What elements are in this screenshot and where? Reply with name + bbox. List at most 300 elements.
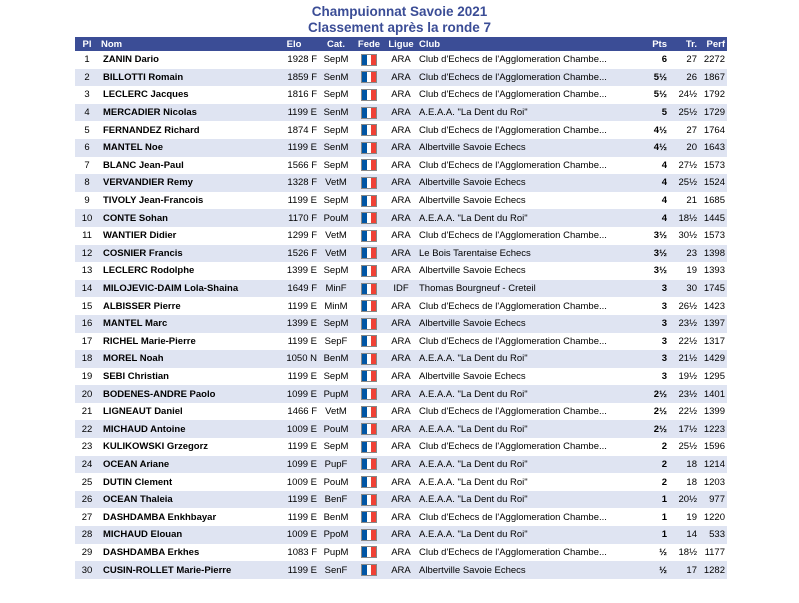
france-flag-icon — [361, 107, 377, 119]
player-name[interactable]: SEBI Christian — [99, 368, 269, 386]
club-cell: Albertville Savoie Echecs — [417, 262, 645, 280]
rank-cell[interactable]: 16 — [75, 315, 99, 333]
player-name[interactable]: DASHDAMBA Enkhbayar — [99, 508, 269, 526]
club-cell: Albertville Savoie Echecs — [417, 368, 645, 386]
federation-cell — [353, 420, 385, 438]
performance-cell: 1282 — [699, 561, 727, 579]
player-name[interactable]: CUSIN-ROLLET Marie-Pierre — [99, 561, 269, 579]
club-cell: Club d'Echecs de l'Agglomeration Chambe... — [417, 157, 645, 175]
rank-cell[interactable]: 10 — [75, 209, 99, 227]
player-name[interactable]: MANTEL Noe — [99, 139, 269, 157]
col-header-cat[interactable]: Cat. — [319, 37, 353, 51]
tiebreak-cell: 23 — [669, 245, 699, 263]
points-cell: ½ — [645, 561, 669, 579]
club-cell: Club d'Echecs de l'Agglomeration Chambe... — [417, 438, 645, 456]
player-name[interactable]: KULIKOWSKI Grzegorz — [99, 438, 269, 456]
federation-cell — [353, 438, 385, 456]
tiebreak-cell: 19 — [669, 508, 699, 526]
player-name[interactable]: ALBISSER Pierre — [99, 297, 269, 315]
col-header-elo[interactable]: Elo — [269, 37, 319, 51]
player-name[interactable]: MOREL Noah — [99, 350, 269, 368]
club-cell: A.E.A.A. "La Dent du Roi" — [417, 209, 645, 227]
league-cell: ARA — [385, 69, 417, 87]
rank-cell[interactable]: 5 — [75, 121, 99, 139]
club-cell: Albertville Savoie Echecs — [417, 192, 645, 210]
federation-cell — [353, 104, 385, 122]
points-cell: 3 — [645, 333, 669, 351]
rank-cell[interactable]: 24 — [75, 456, 99, 474]
page-title: Champuionnat Savoie 2021 — [311, 4, 488, 19]
rank-cell[interactable]: 9 — [75, 192, 99, 210]
federation-cell — [353, 368, 385, 386]
club-cell: Albertville Savoie Echecs — [417, 139, 645, 157]
france-flag-icon — [361, 71, 377, 83]
table-row[interactable] — [75, 262, 727, 280]
club-cell: A.E.A.A. "La Dent du Roi" — [417, 420, 645, 438]
tiebreak-cell: 18 — [669, 473, 699, 491]
player-name[interactable]: FERNANDEZ Richard — [99, 121, 269, 139]
table-row[interactable] — [75, 174, 727, 192]
table-row[interactable] — [75, 192, 727, 210]
performance-cell: 1596 — [699, 438, 727, 456]
points-cell: 6 — [645, 51, 669, 69]
rank-cell[interactable]: 18 — [75, 350, 99, 368]
club-cell: Albertville Savoie Echecs — [417, 561, 645, 579]
elo-cell: 1083 F — [269, 544, 319, 562]
performance-cell: 1764 — [699, 121, 727, 139]
points-cell: 2 — [645, 456, 669, 474]
france-flag-icon — [361, 89, 377, 101]
performance-cell: 1792 — [699, 86, 727, 104]
category-cell: SenF — [319, 561, 353, 579]
rank-cell[interactable]: 26 — [75, 491, 99, 509]
rank-cell[interactable]: 14 — [75, 280, 99, 298]
table-row[interactable] — [75, 245, 727, 263]
federation-cell — [353, 544, 385, 562]
rank-cell[interactable]: 8 — [75, 174, 99, 192]
rank-cell[interactable]: 17 — [75, 333, 99, 351]
tiebreak-cell: 25½ — [669, 438, 699, 456]
category-cell: SepM — [319, 315, 353, 333]
page-header — [0, 0, 799, 36]
federation-cell — [353, 209, 385, 227]
league-cell: ARA — [385, 438, 417, 456]
france-flag-icon — [361, 335, 377, 347]
player-name[interactable]: OCEAN Ariane — [99, 456, 269, 474]
table-row[interactable] — [75, 86, 727, 104]
tiebreak-cell: 27 — [669, 51, 699, 69]
tiebreak-cell: 14 — [669, 526, 699, 544]
club-cell: Club d'Echecs de l'Agglomeration Chambe... — [417, 403, 645, 421]
rank-cell[interactable]: 25 — [75, 473, 99, 491]
table-row[interactable] — [75, 456, 727, 474]
tiebreak-cell: 24½ — [669, 86, 699, 104]
table-row[interactable] — [75, 333, 727, 351]
player-name[interactable]: ZANIN Dario — [99, 51, 269, 69]
tiebreak-cell: 21 — [669, 192, 699, 210]
federation-cell — [353, 86, 385, 104]
france-flag-icon — [361, 265, 377, 277]
club-cell: Albertville Savoie Echecs — [417, 315, 645, 333]
rank-cell[interactable]: 11 — [75, 227, 99, 245]
category-cell: PouM — [319, 473, 353, 491]
points-cell: 3½ — [645, 227, 669, 245]
france-flag-icon — [361, 529, 377, 541]
elo-cell: 1199 E — [269, 104, 319, 122]
club-cell: Club d'Echecs de l'Agglomeration Chambe... — [417, 51, 645, 69]
table-row[interactable] — [75, 561, 727, 579]
elo-cell: 1328 F — [269, 174, 319, 192]
player-name[interactable]: BODENES-ANDRE Paolo — [99, 385, 269, 403]
france-flag-icon — [361, 54, 377, 66]
player-name[interactable]: BLANC Jean-Paul — [99, 157, 269, 175]
elo-cell: 1199 E — [269, 333, 319, 351]
rank-cell[interactable]: 28 — [75, 526, 99, 544]
league-cell: ARA — [385, 526, 417, 544]
elo-cell: 1466 F — [269, 403, 319, 421]
elo-cell: 1050 N — [269, 350, 319, 368]
performance-cell: 533 — [699, 526, 727, 544]
table-row[interactable] — [75, 385, 727, 403]
elo-cell: 1199 E — [269, 192, 319, 210]
federation-cell — [353, 280, 385, 298]
france-flag-icon — [361, 230, 377, 242]
elo-cell: 1199 E — [269, 491, 319, 509]
category-cell: SenM — [319, 139, 353, 157]
performance-cell: 1745 — [699, 280, 727, 298]
standings-body — [75, 51, 727, 579]
table-row[interactable] — [75, 350, 727, 368]
table-row[interactable] — [75, 526, 727, 544]
points-cell: 2½ — [645, 403, 669, 421]
tiebreak-cell: 19 — [669, 262, 699, 280]
performance-cell: 1203 — [699, 473, 727, 491]
elo-cell: 1859 F — [269, 69, 319, 87]
tiebreak-cell: 30½ — [669, 227, 699, 245]
club-cell: Club d'Echecs de l'Agglomeration Chambe... — [417, 86, 645, 104]
federation-cell — [353, 315, 385, 333]
category-cell: SenM — [319, 69, 353, 87]
tiebreak-cell: 27 — [669, 121, 699, 139]
performance-cell: 1685 — [699, 192, 727, 210]
france-flag-icon — [361, 212, 377, 224]
france-flag-icon — [361, 423, 377, 435]
elo-cell: 1199 E — [269, 139, 319, 157]
points-cell: 1 — [645, 491, 669, 509]
category-cell: SepM — [319, 51, 353, 69]
elo-cell: 1199 E — [269, 561, 319, 579]
france-flag-icon — [361, 388, 377, 400]
col-header-pts[interactable]: Pts — [645, 37, 669, 51]
france-flag-icon — [361, 494, 377, 506]
points-cell: 2 — [645, 438, 669, 456]
points-cell: 1 — [645, 508, 669, 526]
club-cell: Club d'Echecs de l'Agglomeration Chambe... — [417, 333, 645, 351]
rank-cell[interactable]: 20 — [75, 385, 99, 403]
france-flag-icon — [361, 142, 377, 154]
category-cell: SepM — [319, 368, 353, 386]
col-header-tr[interactable]: Tr. — [669, 37, 699, 51]
performance-cell: 1177 — [699, 544, 727, 562]
federation-cell — [353, 69, 385, 87]
table-row[interactable] — [75, 438, 727, 456]
federation-cell — [353, 333, 385, 351]
table-row[interactable] — [75, 315, 727, 333]
rank-cell[interactable]: 23 — [75, 438, 99, 456]
table-row[interactable] — [75, 544, 727, 562]
player-name[interactable]: MILOJEVIC-DAIM Lola-Shaina — [99, 280, 269, 298]
col-header-pl[interactable]: Pl — [75, 37, 99, 51]
performance-cell: 2272 — [699, 51, 727, 69]
performance-cell: 1317 — [699, 333, 727, 351]
points-cell: 4½ — [645, 121, 669, 139]
rank-cell[interactable]: 12 — [75, 245, 99, 263]
performance-cell: 1445 — [699, 209, 727, 227]
table-row[interactable] — [75, 491, 727, 509]
france-flag-icon — [361, 370, 377, 382]
player-name[interactable]: MICHAUD Elouan — [99, 526, 269, 544]
table-row[interactable] — [75, 121, 727, 139]
federation-cell — [353, 139, 385, 157]
rank-cell[interactable]: 1 — [75, 51, 99, 69]
player-name[interactable]: LECLERC Rodolphe — [99, 262, 269, 280]
elo-cell: 1199 E — [269, 297, 319, 315]
tiebreak-cell: 19½ — [669, 368, 699, 386]
table-row[interactable] — [75, 209, 727, 227]
points-cell: 5 — [645, 104, 669, 122]
rank-cell[interactable]: 19 — [75, 368, 99, 386]
tiebreak-cell: 18 — [669, 456, 699, 474]
player-name[interactable]: CONTE Sohan — [99, 209, 269, 227]
table-row[interactable] — [75, 51, 727, 69]
player-name[interactable]: TIVOLY Jean-Francois — [99, 192, 269, 210]
category-cell: VetM — [319, 174, 353, 192]
player-name[interactable]: DASHDAMBA Erkhes — [99, 544, 269, 562]
tiebreak-cell: 30 — [669, 280, 699, 298]
tiebreak-cell: 23½ — [669, 315, 699, 333]
points-cell: 2½ — [645, 420, 669, 438]
performance-cell: 1573 — [699, 227, 727, 245]
elo-cell: 1928 F — [269, 51, 319, 69]
standings-table — [75, 37, 727, 579]
league-cell: ARA — [385, 508, 417, 526]
player-name[interactable]: MANTEL Marc — [99, 315, 269, 333]
rank-cell[interactable]: 27 — [75, 508, 99, 526]
performance-cell: 1429 — [699, 350, 727, 368]
player-name[interactable]: RICHEL Marie-Pierre — [99, 333, 269, 351]
federation-cell — [353, 51, 385, 69]
league-cell: ARA — [385, 121, 417, 139]
points-cell: 4 — [645, 174, 669, 192]
col-header-perf[interactable]: Perf — [699, 37, 727, 51]
category-cell: BenM — [319, 508, 353, 526]
rank-cell[interactable]: 6 — [75, 139, 99, 157]
table-row[interactable] — [75, 297, 727, 315]
rank-cell[interactable]: 29 — [75, 544, 99, 562]
points-cell: 4 — [645, 157, 669, 175]
tiebreak-cell: 26½ — [669, 297, 699, 315]
league-cell: ARA — [385, 227, 417, 245]
table-row[interactable] — [75, 368, 727, 386]
category-cell: SepM — [319, 262, 353, 280]
club-cell: Club d'Echecs de l'Agglomeration Chambe... — [417, 544, 645, 562]
federation-cell — [353, 385, 385, 403]
table-row[interactable] — [75, 420, 727, 438]
category-cell: SepM — [319, 86, 353, 104]
player-name[interactable]: VERVANDIER Remy — [99, 174, 269, 192]
table-row[interactable] — [75, 104, 727, 122]
league-cell: ARA — [385, 104, 417, 122]
federation-cell — [353, 561, 385, 579]
france-flag-icon — [361, 195, 377, 207]
france-flag-icon — [361, 177, 377, 189]
france-flag-icon — [361, 441, 377, 453]
tiebreak-cell: 17 — [669, 561, 699, 579]
tiebreak-cell: 23½ — [669, 385, 699, 403]
france-flag-icon — [361, 353, 377, 365]
elo-cell: 1009 E — [269, 473, 319, 491]
player-name[interactable]: WANTIER Didier — [99, 227, 269, 245]
france-flag-icon — [361, 458, 377, 470]
league-cell: ARA — [385, 86, 417, 104]
league-cell: ARA — [385, 420, 417, 438]
table-row[interactable] — [75, 403, 727, 421]
table-row[interactable] — [75, 280, 727, 298]
category-cell: VetM — [319, 227, 353, 245]
category-cell: SenM — [319, 104, 353, 122]
table-header-row — [75, 37, 727, 51]
tiebreak-cell: 20 — [669, 139, 699, 157]
france-flag-icon — [361, 546, 377, 558]
table-row[interactable] — [75, 139, 727, 157]
federation-cell — [353, 473, 385, 491]
performance-cell: 1399 — [699, 403, 727, 421]
league-cell: ARA — [385, 544, 417, 562]
performance-cell: 1397 — [699, 315, 727, 333]
category-cell: MinF — [319, 280, 353, 298]
col-header-fede[interactable]: Fede — [353, 37, 385, 51]
category-cell: PpoM — [319, 526, 353, 544]
table-row[interactable] — [75, 69, 727, 87]
tiebreak-cell: 20½ — [669, 491, 699, 509]
category-cell: VetM — [319, 403, 353, 421]
category-cell: MinM — [319, 297, 353, 315]
points-cell: 5½ — [645, 86, 669, 104]
points-cell: 2 — [645, 473, 669, 491]
club-cell: A.E.A.A. "La Dent du Roi" — [417, 350, 645, 368]
rank-cell[interactable]: 13 — [75, 262, 99, 280]
federation-cell — [353, 297, 385, 315]
tiebreak-cell: 22½ — [669, 333, 699, 351]
elo-cell: 1816 F — [269, 86, 319, 104]
rank-cell[interactable]: 4 — [75, 104, 99, 122]
tiebreak-cell: 27½ — [669, 157, 699, 175]
federation-cell — [353, 350, 385, 368]
table-row[interactable] — [75, 508, 727, 526]
player-name[interactable]: LIGNEAUT Daniel — [99, 403, 269, 421]
league-cell: ARA — [385, 297, 417, 315]
performance-cell: 1393 — [699, 262, 727, 280]
table-row[interactable] — [75, 473, 727, 491]
performance-cell: 1295 — [699, 368, 727, 386]
tiebreak-cell: 25½ — [669, 174, 699, 192]
federation-cell — [353, 491, 385, 509]
points-cell: 3 — [645, 297, 669, 315]
federation-cell — [353, 262, 385, 280]
player-name[interactable]: MICHAUD Antoine — [99, 420, 269, 438]
col-header-ligue[interactable]: Ligue — [385, 37, 417, 51]
club-cell: A.E.A.A. "La Dent du Roi" — [417, 104, 645, 122]
col-header-club[interactable]: Club — [417, 37, 645, 51]
elo-cell: 1099 E — [269, 385, 319, 403]
performance-cell: 1401 — [699, 385, 727, 403]
club-cell: A.E.A.A. "La Dent du Roi" — [417, 385, 645, 403]
rank-cell[interactable]: 22 — [75, 420, 99, 438]
elo-cell: 1526 F — [269, 245, 319, 263]
points-cell: 4 — [645, 192, 669, 210]
player-name[interactable]: COSNIER Francis — [99, 245, 269, 263]
federation-cell — [353, 157, 385, 175]
points-cell: 3½ — [645, 245, 669, 263]
performance-cell: 1524 — [699, 174, 727, 192]
federation-cell — [353, 245, 385, 263]
rank-cell[interactable]: 3 — [75, 86, 99, 104]
points-cell: 4 — [645, 209, 669, 227]
points-cell: 2½ — [645, 385, 669, 403]
player-name[interactable]: OCEAN Thaleia — [99, 491, 269, 509]
federation-cell — [353, 227, 385, 245]
category-cell: PupM — [319, 385, 353, 403]
rank-cell[interactable]: 7 — [75, 157, 99, 175]
player-name[interactable]: MERCADIER Nicolas — [99, 104, 269, 122]
france-flag-icon — [361, 476, 377, 488]
category-cell: VetM — [319, 245, 353, 263]
performance-cell: 977 — [699, 491, 727, 509]
france-flag-icon — [361, 247, 377, 259]
league-cell: ARA — [385, 139, 417, 157]
player-name[interactable]: LECLERC Jacques — [99, 86, 269, 104]
table-row[interactable] — [75, 227, 727, 245]
performance-cell: 1729 — [699, 104, 727, 122]
rank-cell[interactable]: 30 — [75, 561, 99, 579]
league-cell: ARA — [385, 262, 417, 280]
elo-cell: 1299 F — [269, 227, 319, 245]
club-cell: Club d'Echecs de l'Agglomeration Chambe... — [417, 227, 645, 245]
points-cell: 5½ — [645, 69, 669, 87]
club-cell: Club d'Echecs de l'Agglomeration Chambe... — [417, 121, 645, 139]
federation-cell — [353, 456, 385, 474]
category-cell: BenM — [319, 350, 353, 368]
tiebreak-cell: 18½ — [669, 209, 699, 227]
club-cell: Club d'Echecs de l'Agglomeration Chambe... — [417, 297, 645, 315]
rank-cell[interactable]: 21 — [75, 403, 99, 421]
rank-cell[interactable]: 15 — [75, 297, 99, 315]
points-cell: 4½ — [645, 139, 669, 157]
player-name[interactable]: DUTIN Clement — [99, 473, 269, 491]
table-row[interactable] — [75, 157, 727, 175]
club-cell: Club d'Echecs de l'Agglomeration Chambe... — [417, 69, 645, 87]
performance-cell: 1398 — [699, 245, 727, 263]
player-name[interactable]: BILLOTTI Romain — [99, 69, 269, 87]
rank-cell[interactable]: 2 — [75, 69, 99, 87]
league-cell: ARA — [385, 561, 417, 579]
tiebreak-cell: 22½ — [669, 403, 699, 421]
col-header-nom[interactable]: Nom — [99, 37, 269, 51]
performance-cell: 1423 — [699, 297, 727, 315]
elo-cell: 1399 E — [269, 262, 319, 280]
performance-cell: 1223 — [699, 420, 727, 438]
league-cell: ARA — [385, 333, 417, 351]
